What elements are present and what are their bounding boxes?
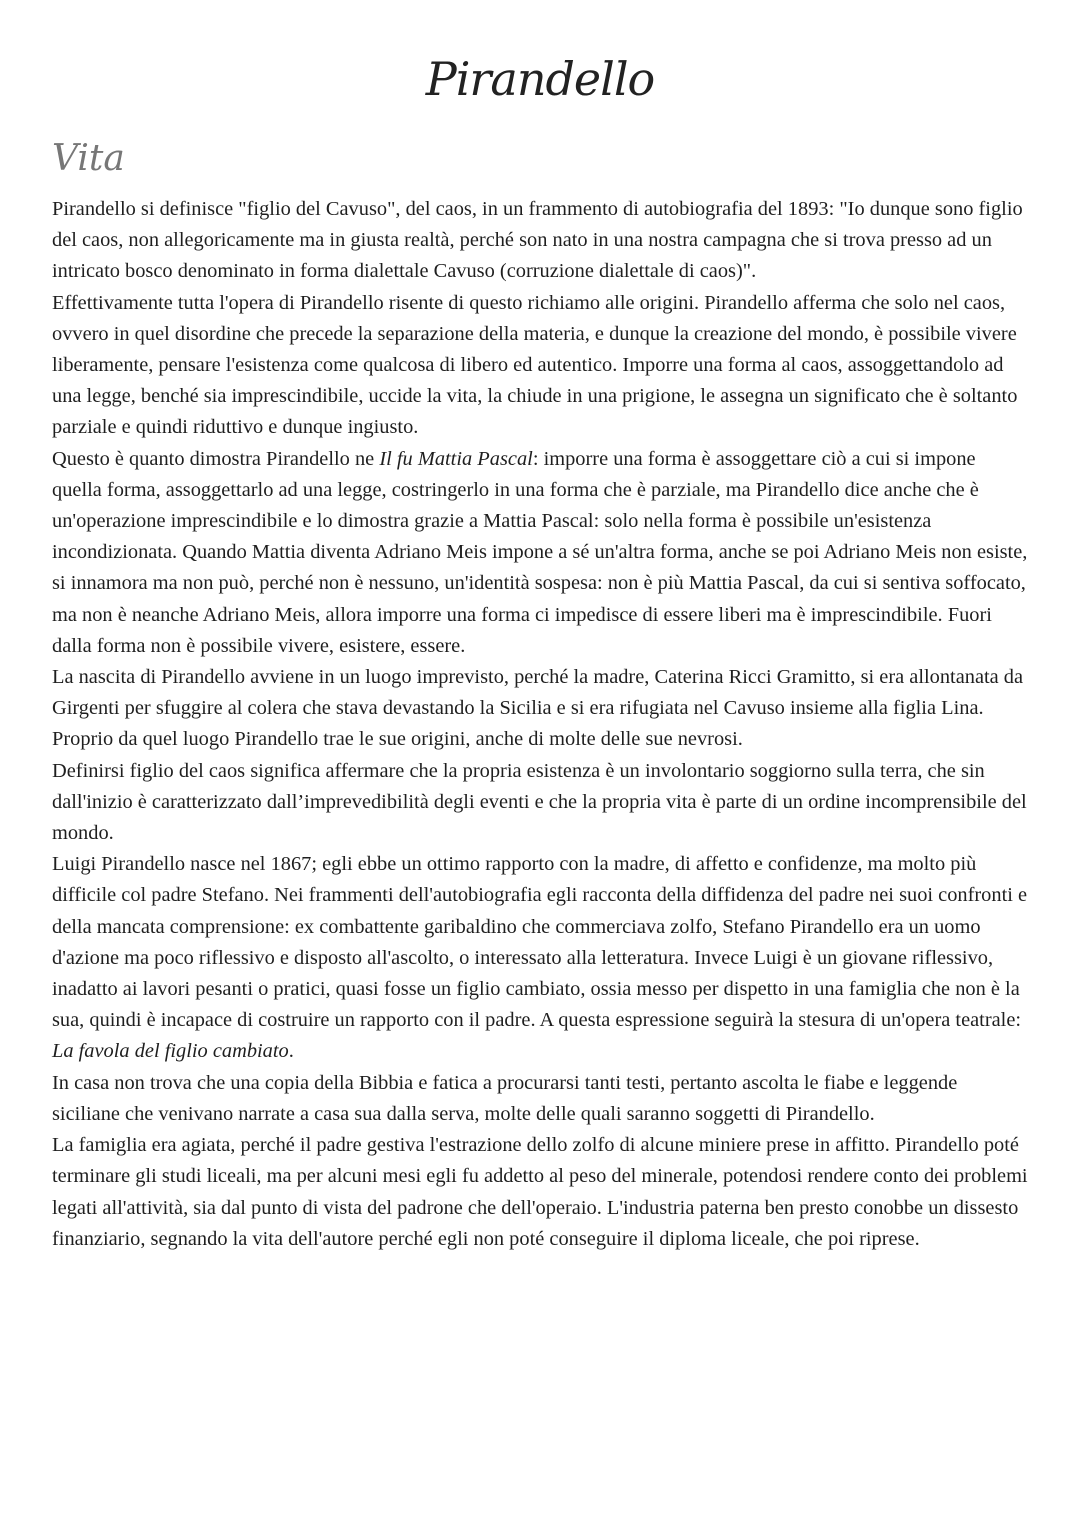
paragraph-text: Luigi Pirandello nasce nel 1867; egli ebbe un ottimo rapporto con la madre, di affetto e confidenze, ma molto più difficile col padre Stefano. Nei frammenti dell'autobiografia egli racconta della diffidenza del padre nei suoi confronti e della mancata comprensione: ex combattente garibaldino che commerciava zolfo, Stefano Pirandello era un uomo d'azione ma poco riflessivo e disposto all'ascolto, o interessato alla letteratura. Invece Luigi è un giovane riflessivo, inadatto ai lavori pesanti o pratici, quasi fosse un figlio cambiato, ossia messo per dispetto in una famiglia che non è la sua, quindi è incapace di costruire un rapporto con il padre. A questa espressione seguirà la stesura di un'opera teatrale:: [52, 853, 1028, 1032]
paragraph: In casa non trova che una copia della Bibbia e fatica a procurarsi tanti testi, pertanto ascolta le fiabe e leggende siciliane che venivano narrate a casa sua dalla serva, molte delle quali saranno soggetti di Pirandello.: [52, 1071, 958, 1125]
section-heading: Vita: [52, 138, 125, 179]
document-title: Pirandello: [425, 52, 655, 106]
paragraph: Pirandello si definisce "figlio del Cavuso", del caos, in un frammento di autobiografia del 1893: "Io dunque sono figlio del caos, non allegoricamente ma in giusta realtà, perché son nato in una nostra campagna che si trova presso ad un intricato bosco denominato in forma dialettale Cavuso (corruzione dialettale di caos)".: [52, 198, 1023, 283]
paragraph: [52, 444, 1028, 662]
paragraph-text: : imporre una forma è assoggettare ciò a cui si impone quella forma, assoggettarlo ad una legge, costringerlo in una forma che è parziale, ma Pirandello dice anche che è un'operazione imprescindibile e lo dimostra grazie a Mattia Pascal: solo nella forma è possibile un'esistenza incondizionata. Quando Mattia diventa Adriano Meis impone a sé un'altra forma, anche se poi Adriano Meis non esiste, si innamora ma non può, perché non è nessuno, un'identità sospesa: non è più Mattia Pascal, da cui si sentiva soffocato, ma non è neanche Adriano Meis, allora imporre una forma ci impedisce di essere liberi ma è imprescindibile. Fuori dalla forma non è possibile vivere, esistere, essere.: [52, 447, 1028, 657]
paragraph: Definirsi figlio del caos significa affermare che la propria esistenza è un involontario soggiorno sulla terra, che sin dall'inizio è caratterizzato dall’imprevedibilità degli eventi e che la propria vita è parte di un ordine incomprensibile del mondo.: [52, 759, 1027, 845]
paragraph: La nascita di Pirandello avviene in un luogo imprevisto, perché la madre, Caterina Ricci Gramitto, si era allontanata da Girgenti per sfuggire al colera che stava devastando la Sicilia e si era rifugiata nel Cavuso insieme alla figlia Lina. Proprio da quel luogo Pirandello trae le sue origini, anche di molte delle sue nevrosi.: [52, 666, 1024, 751]
paragraph: Effettivamente tutta l'opera di Pirandello risente di questo richiamo alle origini. Pirandello afferma che solo nel caos, ovvero in quel disordine che precede la separazione della materia, e dunque la creazione del mondo, è possibile vivere liberamente, pensare l'esistenza come qualcosa di libero ed autentico. Imporre una forma al caos, assoggettandolo ad una legge, benché sia imprescindibile, uccide la vita, la chiude in una prigione, le assegna un significato che è soltanto parziale e quindi riduttivo e dunque ingiusto.: [52, 291, 1018, 439]
paragraph: [52, 849, 1028, 1067]
book-title: Il fu Mattia Pascal: [379, 447, 533, 470]
body-text: [52, 194, 1028, 1255]
paragraph-text: .: [288, 1040, 294, 1063]
paragraph-text: Questo è quanto dimostra Pirandello ne: [52, 447, 380, 470]
paragraph: La famiglia era agiata, perché il padre gestiva l'estrazione dello zolfo di alcune miniere prese in affitto. Pirandello poté terminare gli studi liceali, ma per alcuni mesi egli fu addetto al peso del minerale, potendosi rendere conto dei problemi legati all'attività, sia dal punto di vista del padrone che dell'operaio. L'industria paterna ben presto conobbe un dissesto finanziario, segnando la vita dell'autore perché egli non poté conseguire il diploma liceale, che poi riprese.: [52, 1134, 1028, 1250]
play-title: La favola del figlio cambiato: [52, 1040, 289, 1063]
